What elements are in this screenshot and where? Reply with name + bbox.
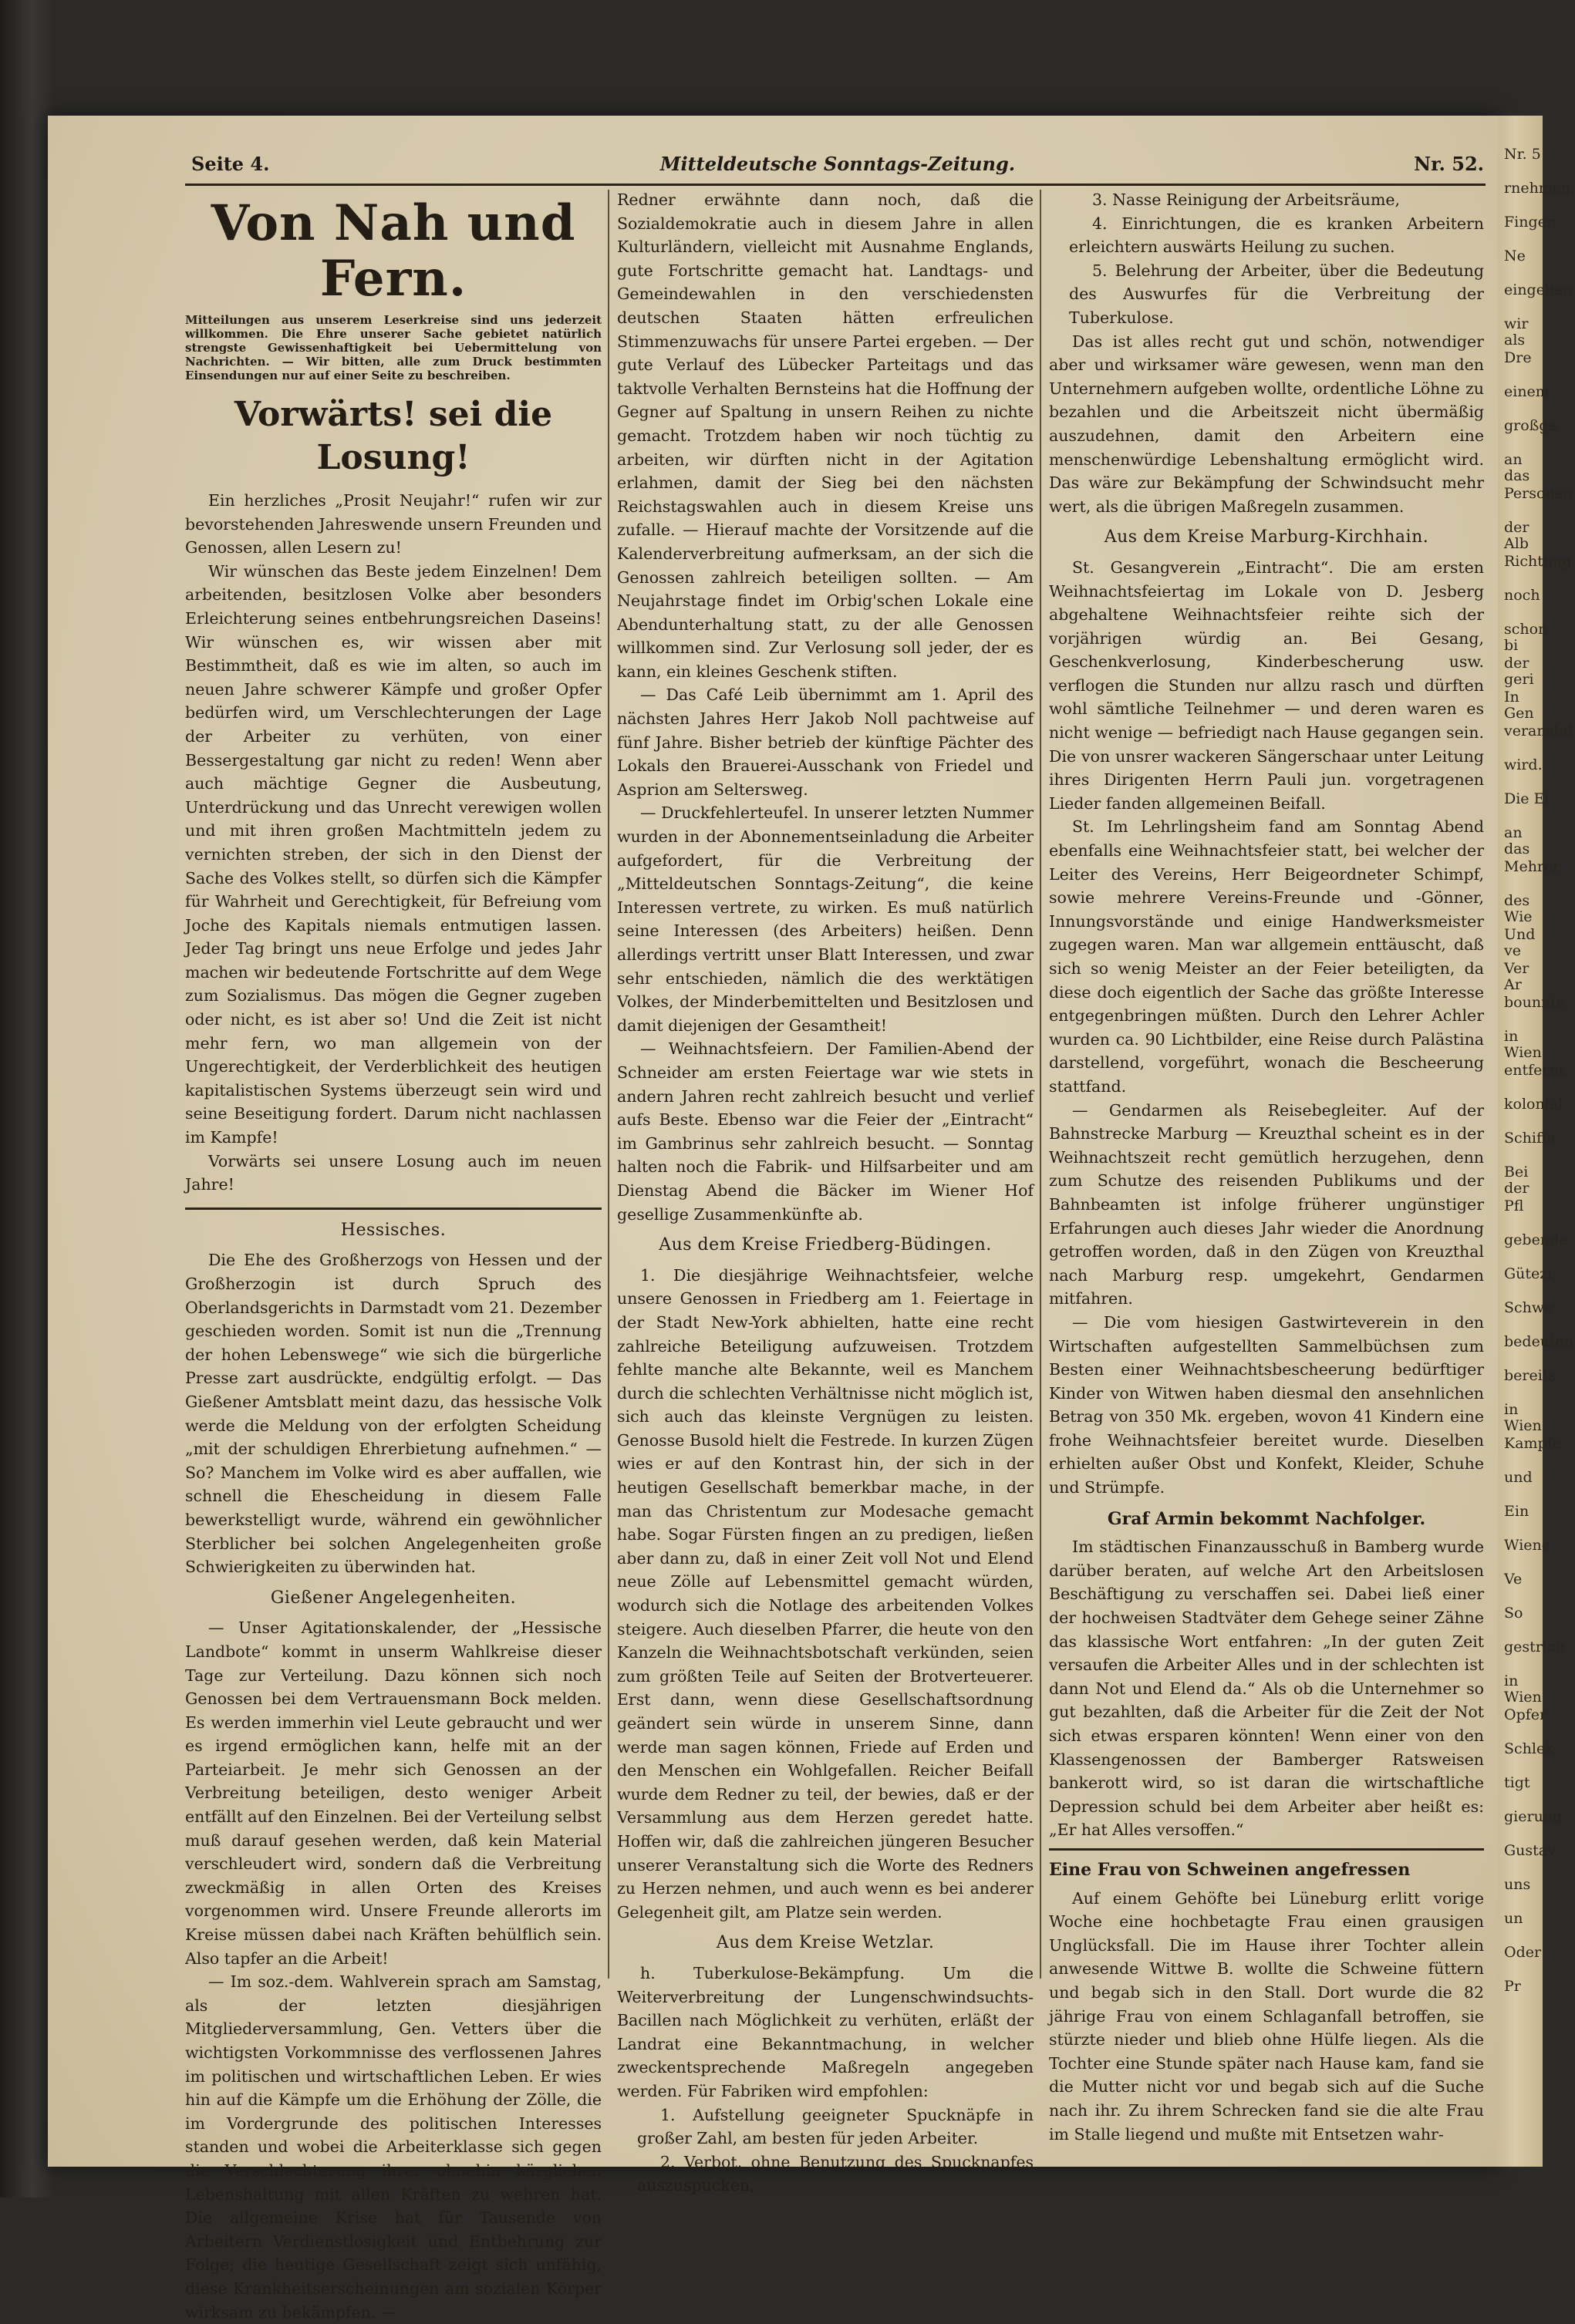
- column-divider: [1040, 190, 1041, 1979]
- section-heading: Aus dem Kreise Marburg-Kirchhain.: [1104, 527, 1429, 547]
- edge-text-line: uns: [1504, 1876, 1531, 1893]
- edge-text-line: an das: [1504, 824, 1530, 857]
- edge-text-line: in Wien: [1504, 1401, 1542, 1434]
- section-heading: Eine Frau von Schweinen angefressen: [1049, 1859, 1411, 1880]
- edge-text-line: So: [1504, 1605, 1523, 1622]
- article-paragraph: Ein herzliches „Prosit Neujahr!“ rufen wir zur bevorstehenden Jahreswende unsern Freunden und Genossen, allen Lesern zu!: [185, 491, 602, 557]
- section-heading: Hessisches.: [340, 1220, 447, 1240]
- edge-text-line: Ne: [1504, 248, 1526, 264]
- edge-text-line: gebende: [1504, 1231, 1568, 1248]
- section-heading: Gießener Angelegenheiten.: [270, 1588, 517, 1608]
- edge-text-line: Dre: [1504, 349, 1532, 366]
- edge-text-line: bereits: [1504, 1367, 1556, 1384]
- section-separator: [1049, 1848, 1484, 1851]
- page-header: [191, 153, 1484, 184]
- edge-text-line: Die Ei: [1504, 790, 1550, 807]
- article-paragraph: Auf einem Gehöfte bei Lüneburg erlitt vorige Woche eine hochbetagte Frau einen grausigen Unglücksfall. Die im Hause ihrer Tochter allein anwesende Wittwe B. wollte die Schweine füttern und begab sich in den Stall. Dort wurde die 82 jährige Frau von einem Schlaganfall betroffen, sie stürzte nieder und blieb ohne Hülfe liegen. Als die Tochter eine Stunde später nach Hause kam, fand sie die Mutter nicht vor und begab sich auf die Suche nach ihr. Zu ihrem Schrecken fand sie die alte Frau im Stalle liegend und mußte mit Entsetzen wahr-: [1049, 1888, 1484, 2144]
- section-heading: Aus dem Kreise Friedberg-Büdingen.: [659, 1235, 992, 1255]
- section-masthead: Von Nah und Fern.: [211, 194, 576, 308]
- edge-text-line: bedeuten: [1504, 1333, 1574, 1350]
- edge-text-line: rnehmen,: [1504, 180, 1575, 197]
- article-paragraph: — Unser Agitationskalender, der „Hessische Landbote“ kommt in unserm Wahlkreise dieser Tage zur Verteilung. Dazu können sich noch Genossen bei dem Vertrauensmann Bock melden. Es werden immerhin viel Leute gebraucht und wer es irgend ermöglichen kann, helfe mit an der Parteiarbeit. Je mehr sich Genossen an der Verbreitung beteiligen, desto weniger Arbeit entfällt auf den Einzelnen. Bei der Verteilung selbst muß darauf gesehen werden, daß kein Material verschleudert wird, sondern daß die Verbreitung zweckmäßig in allen Orten des Kreises vorgenommen wird. Unsere Freunde allerorts im Kreise müssen dabei nach Kräften behülflich sein. Also tapfer an die Arbeit!: [185, 1618, 602, 1968]
- edge-text-line: gestrich: [1504, 1639, 1565, 1655]
- edge-text-line: Ein: [1504, 1503, 1529, 1520]
- edge-text-line: Opfer: [1504, 1706, 1547, 1723]
- edge-text-line: Ver Ar: [1504, 960, 1529, 993]
- article-paragraph: St. Gesangverein „Eintracht“. Die am ersten Weihnachtsfeiertag im Lokale von D. Jesberg abgehaltene Weihnachtsfeier reihte sich der vorjährigen würdig an. Bei Gesang, Geschenkverlosung, Kinderbescherung usw. verflogen die Stunden nur allzu rasch und dürften wohl sämtliche Teilnehmer — und deren waren es nicht wenige — befriedigt nach Hause gegangen sein. Die von unsrer wackeren Sängerschaar unter Leitung ihres Dirigenten Herrn Pauli jun. vorgetragenen Lieder fanden allgemeinen Beifall.: [1049, 557, 1484, 813]
- edge-text-line: Schwe: [1504, 1299, 1553, 1316]
- edge-text-line: kolonial: [1504, 1096, 1563, 1113]
- edge-text-line: noch: [1504, 587, 1540, 604]
- edge-text-line: in Wien: [1504, 1672, 1542, 1706]
- article-paragraph: Im städtischen Finanzausschuß in Bamberg wurde darüber beraten, auf welche Art den Arbeitslosen Beschäftigung zu verschaffen sei. Dabei ließ einer der hochweisen Stadtväter dem Gehege seiner Zähne das klassische Wort entfahren: „In der guten Zeit versaufen die Arbeiter Alles und in der schlechten ist dann Not und Elend da.“ Als ob die Unternehmer so gut bezahlten, daß die Arbeiter für die Zeit der Not sich etwas ersparen könnten! Wenn einer von den Klassengenossen der Bamberger Ratsweisen bankerott wird, so ist daran die wirtschaftliche Depression schuld bei dem Arbeiter aber heißt es: „Er hat Alles versoffen.“: [1049, 1538, 1484, 1840]
- list-item: 2. Verbot, ohne Benutzung des Spucknapfes auszuspucken,: [637, 2152, 1034, 2195]
- edge-text-line: wir als: [1504, 315, 1529, 349]
- edge-text-line: In Gen: [1504, 689, 1534, 722]
- edge-text-line: Und ve: [1504, 926, 1536, 959]
- edge-text-line: Mehrer: [1504, 858, 1560, 875]
- section-heading: Graf Armin bekommt Nachfolger.: [1107, 1508, 1426, 1529]
- column-divider: [608, 190, 609, 1979]
- edge-text-line: an das: [1504, 451, 1530, 484]
- article-paragraph: h. Tuberkulose-Bekämpfung. Um die Weiterverbreitung der Lungenschwindsuchts-Bacillen nach Möglichkeit zu verhüten, erläßt der Landrat eine Bekanntmachung, in welcher zweckentsprechende Maßregeln angegeben werden. Für Fabriken wird empfohlen:: [617, 1963, 1034, 2100]
- article-paragraph: Wir wünschen das Beste jedem Einzelnen! Dem arbeitenden, besitzlosen Volke aber besonders Erleichterung seines entbehrungsreichen Daseins! Wir wünschen es, wir wissen aber mit Bestimmtheit, daß es wie im alten, so auch im neuen Jahre schwerer Kämpfe und großer Opfer bedürfen wird, um Verschlechterungen der Lage der Arbeiter zu verhüten, von einer Bessergestaltung gar nicht zu reden! Wenn aber auch mächtige Gegner die Ausbeutung, Unterdrückung und das Unrecht verewigen wollen und mit ihren großen Machtmitteln jedem zu vernichten streben, der sich in den Dienst der Sache des Volkes stellt, so dürfen sich die Kämpfer für Wahrheit und Gerechtigkeit, für Befreiung vom Joche des Kapitals niemals entmutigen lassen. Jeder Tag bringt uns neue Erfolge und jedes Jahr machen wir bedeutende Fortschritte auf dem Wege zum Sozialismus. Das mögen die Gegner zugeben oder nicht, es ist aber so! Und die Zeit ist nicht mehr fern, wo man allgemein von der Ungerechtigkeit, der Verderblichkeit des heutigen kapitalistischen Systems überzeugt sein wird und seine Beseitigung fordert. Darum nicht nachlassen im Kampfe!: [185, 561, 602, 1147]
- list-item: 3. Nasse Reinigung der Arbeitsräume,: [1092, 190, 1401, 209]
- section-separator: [185, 1207, 602, 1210]
- edge-text-line: tigt: [1504, 1774, 1530, 1791]
- article-paragraph: — Weihnachtsfeiern. Der Familien-Abend der Schneider am ersten Feiertage war wie stets in andern Jahren recht zahlreich besucht und verlief aufs Beste. Ebenso war die Feier der „Eintracht“ im Gambrinus sehr zahlreich besucht. — Sonntag halten noch die Fabrik- und Hilfsarbeiter und am Dienstag Abend die Bäcker im Wiener Hof gesellige Zusammenkünfte ab.: [617, 1039, 1034, 1224]
- header-rule: [185, 184, 1486, 186]
- edge-text-line: gierung: [1504, 1808, 1563, 1825]
- edge-text-line: einem: [1504, 383, 1550, 400]
- list-item: 5. Belehrung der Arbeiter, über die Bedeutung des Auswurfes für die Verbreitung der Tuberkulose.: [1069, 261, 1484, 327]
- edge-text-line: schon bi: [1504, 621, 1548, 654]
- edge-text-line: Personen: [1504, 485, 1573, 502]
- edge-text-line: Richtung: [1504, 553, 1572, 570]
- edge-text-line: Kampfe: [1504, 1435, 1561, 1452]
- article-title: Vorwärts! sei die Losung!: [234, 395, 553, 477]
- article-paragraph: Vorwärts sei unsere Losung auch im neuen Jahre!: [185, 1151, 602, 1194]
- edge-text-line: Wiene: [1504, 1537, 1550, 1554]
- edge-text-line: der geri: [1504, 655, 1534, 688]
- edge-text-line: Schlek: [1504, 1740, 1554, 1757]
- next-page-edge: [1498, 116, 1575, 2167]
- column-1: [185, 193, 602, 2324]
- edge-text-line: veranstal: [1504, 722, 1573, 739]
- edge-text-line: Ve: [1504, 1571, 1523, 1588]
- article-paragraph: 1. Die diesjährige Weihnachtsfeier, welche unsere Genossen in Friedberg am 1. Feiertage in der Stadt New-York abhielten, hatte eine recht zahlreiche Beteiligung aufzuweisen. Trotzdem fehlte manche alte Bekannte, weil es Manchem durch die schlechten Verhältnisse nicht möglich ist, sich auch das kleinste Vergnügen zu leisten. Genosse Busold hielt die Festrede. In kurzen Zügen wies er auf den Kontrast hin, der sich in der heutigen Gesellschaft bemerkbar mache, in der man das Christentum zur Modesache gemacht habe. Sogar Fürsten fingen an zu predigen, ließen aber dann zu, daß in einer Zeit voll Not und Elend neue Zölle auf Lebensmittel gemacht würden, wodurch sich die Notlage des arbeitenden Volkes steigere. Auch dieselben Pfarrer, die heute von den Kanzeln die Weihnachtsbotschaft verkünden, seien zum größten Teile auf Seiten der Brotverteuerer. Erst dann, wenn diese Gesellschaftsordnung geändert sein würde in unserem Sinne, dann werde man sagen können, Friede auf Erden und den Menschen ein Wohlgefallen. Reicher Beifall wurde dem Redner zu teil, der bewies, daß er der Versammlung aus dem Herzen geredet hatte. Hoffen wir, daß die zahlreichen jüngeren Besucher unserer Veranstaltung sich die Worte des Redners zu Herzen nehmen, und auch wenn es bei anderer Gelegenheit gilt, am Platze sein werden.: [617, 1265, 1034, 1922]
- column-3: [1049, 188, 1484, 2146]
- list-item: 1. Aufstellung geeigneter Spucknäpfe in großer Zahl, am besten für jeden Arbeiter.: [637, 2105, 1034, 2148]
- article-paragraph: — Gendarmen als Reisebegleiter. Auf der Bahnstrecke Marburg — Kreuzthal scheint es in der Weihnachtszeit recht gemütlich herzugehen, denn zum Schutze des reisenden Publikums und der Bahnbeamten ist infolge früherer ungünstiger Erfahrungen auch dieses Jahr wieder die Anordnung getroffen worden, daß in den Zügen von Kreuzthal nach Marburg resp. umgekehrt, Gendarmen mitfahren.: [1049, 1100, 1484, 1309]
- edge-text-line: wird.: [1504, 756, 1543, 773]
- edge-text-line: Pr: [1504, 1978, 1521, 1995]
- edge-text-line: bounnte: [1504, 994, 1566, 1011]
- edge-text-line: großge: [1504, 417, 1557, 434]
- article-paragraph: — Druckfehlerteufel. In unserer letzten Nummer wurden in der Abonnementseinladung die Arbeiter aufgefordert, für die Verbreitung der „Mitteldeutschen Sonntags-Zeitung“, die keine Interessen vertrete, zu wirken. Es muß natürlich seine Interessen (des Arbeiters) heißen. Denn allerdings vertritt unser Blatt Interessen, und zwar sehr entschieden, nämlich die des werktätigen Volkes, der Minderbemittelten und Besitzlosen und damit diejenigen der Gesamtheit!: [617, 803, 1034, 1035]
- editorial-note: Mitteilungen aus unserem Leserkreise sind uns jederzeit willkommen. Die Ehre unserer Sache gebietet natürlich strengste Gewissenhaftigkeit bei Uebermittelung von Nachrichten. — Wir bitten, alle zum Druck bestimmten Einsendungen nur auf einer Seite zu beschreiben.: [185, 313, 602, 382]
- edge-text-line: Gütezi: [1504, 1265, 1553, 1282]
- edge-text-line: un: [1504, 1910, 1523, 1927]
- article-paragraph: Redner erwähnte dann noch, daß die Sozialdemokratie auch in diesem Jahre in allen Kulturländern, vielleicht mit Ausnahme Englands, gute Fortschritte gemacht hat. Landtags- und Gemeindewahlen in den verschiedensten deutschen Staaten hätten erfreulichen Stimmenzuwachs für unsere Partei ergeben. — Der gute Verlauf des Lübecker Parteitags und das taktvolle Verhalten Bernsteins hat die Hoffnung der Gegner auf Spaltung in unsern Reihen zu nichte gemacht. Trotzdem haben wir noch tüchtig zu arbeiten, wir dürften nicht in der Agitation erlahmen, damit der Sieg bei den nächsten Reichstagswahlen auch in diesem Kreise uns zufalle. — Hierauf machte der Vorsitzende auf die Kalenderverbreitung aufmerksam, an der sich die Genossen zahlreich beteiligen sollten. — Am Neujahrstage findet im Orbig'schen Lokale eine Abendunterhaltung statt, zu der alle Genossen willkommen sind. Zur Verlosung soll jeder, der es kann, ein kleines Geschenk stiften.: [617, 190, 1034, 681]
- section-heading: Aus dem Kreise Wetzlar.: [716, 1933, 935, 1953]
- issue-number: Nr. 52.: [1414, 153, 1484, 175]
- edge-text-line: entfernt: [1504, 1062, 1565, 1079]
- edge-text-line: Bei der: [1504, 1164, 1529, 1197]
- article-paragraph: — Im soz.-dem. Wahlverein sprach am Samstag, als der letzten diesjährigen Mitgliederversammlung, Gen. Vetters über die wichtigsten Vorkommnisse des verflossenen Jahres im politischen und wirtschaftlichen Leben. Er wies hin auf die Kämpfe um die Erhöhung der Zölle, die im Vordergrunde des politischen Interesses standen und wobei die Arbeiterklasse sich gegen die Verschlechterung ihrer ohnehin kärglichen Lebenshaltung mit allen Kräften zu wehren hat. Die allgemeine Krise hat für Tausende von Arbeitern Verdienstlosigkeit und Entbehrung zur Folge; die heutige Gesellschaft zeigt sich unfähig, diese Krankheitserscheinungen am sozialen Körper wirksam zu bekämpfen. —: [185, 1972, 602, 2322]
- edge-text-line: Oder: [1504, 1944, 1542, 1961]
- edge-text-line: Schiffa: [1504, 1130, 1556, 1147]
- edge-text-line: Gustav: [1504, 1842, 1556, 1859]
- article-paragraph: — Die vom hiesigen Gastwirteverein in den Wirtschaften aufgestellten Sammelbüchsen zum Besten einer Weihnachtsbescheerung bedürftiger Kinder von Witwen haben diesmal den ansehnlichen Betrag von 350 Mk. ergeben, wovon 41 Kindern eine frohe Weihnachtsfeier bereitet wurde. Dieselben erhielten außer Obst und Konfekt, Kleider, Schuhe und Strümpfe.: [1049, 1312, 1484, 1497]
- article-paragraph: Das ist alles recht gut und schön, notwendiger aber und wirksamer wäre gewesen, wenn man den Unternehmern aufgeben wollte, ordentliche Löhne zu bezahlen und die Arbeitszeit nicht übermäßig auszudehnen, damit den Arbeitern eine menschenwürdige Lebenshaltung ermöglicht wird. Das wäre zur Bekämpfung der Schwindsucht mehr wert, als die übrigen Maßregeln zusammen.: [1049, 332, 1484, 516]
- book-spine: [0, 0, 54, 2198]
- edge-text-line: Finger.: [1504, 214, 1556, 231]
- column-2: [617, 188, 1034, 2198]
- edge-text-line: Nr. 5: [1504, 146, 1541, 163]
- edge-text-line: in Wien: [1504, 1028, 1542, 1061]
- page-number: Seite 4.: [191, 153, 270, 175]
- newspaper-title: Mitteldeutsche Sonntags-Zeitung.: [659, 153, 1016, 175]
- list-item: 4. Einrichtungen, die es kranken Arbeitern erleichtern auswärts Heilung zu suchen.: [1069, 214, 1484, 257]
- edge-text-line: Pfl: [1504, 1197, 1524, 1214]
- article-paragraph: St. Im Lehrlingsheim fand am Sonntag Abend ebenfalls eine Weihnachtsfeier statt, bei welcher der Leiter des Vereins, Herr Beigeordneter Schimpf, sowie mehrere Vereins-Freunde und -Gönner, Innungsvorstände und einige Handwerksmeister zugegen waren. Man war allgemein enttäuscht, daß sich so wenig Meister an der Feier beteiligten, da diese doch eigentlich der Sache das größte Interesse entgegenbringen müßten. Durch den Lehrer Achler wurden ca. 90 Lichtbilder, eine Reise durch Palästina darstellend, vorgeführt, wonach die Bescheerung stattfand.: [1049, 817, 1484, 1096]
- article-paragraph: Die Ehe des Großherzogs von Hessen und der Großherzogin ist durch Spruch des Oberlandsgerichts in Darmstadt vom 21. Dezember geschieden worden. Somit ist nun die „Trennung der hohen Lebenswege“ wie sich die bürgerliche Presse zart ausdrückte, endgültig erfolgt. — Das Gießener Amtsblatt meint dazu, das hessische Volk werde die Meldung von der erfolgten Scheidung „mit der schuldigen Ehrerbietung aufnehmen.“ — So? Manchem im Volke wird es aber auffallen, wie schnell die Ehescheidung in diesem Falle bewerkstelligt wurde, während ein gewöhnlicher Sterblicher bei solchen Angelegenheiten große Schwierigkeiten zu überwinden hat.: [185, 1251, 602, 1577]
- edge-text-line: der Alb: [1504, 519, 1529, 552]
- edge-text-line: und: [1504, 1469, 1533, 1486]
- edge-text-line: eingehen: [1504, 281, 1573, 298]
- edge-text-line: des Wie: [1504, 892, 1533, 925]
- article-paragraph: — Das Café Leib übernimmt am 1. April des nächsten Jahres Herr Jakob Noll pachtweise auf fünf Jahre. Bisher betrieb der künftige Pächter des Lokals den Brauerei-Ausschank von Friedel und Asprion am Seltersweg.: [617, 685, 1034, 799]
